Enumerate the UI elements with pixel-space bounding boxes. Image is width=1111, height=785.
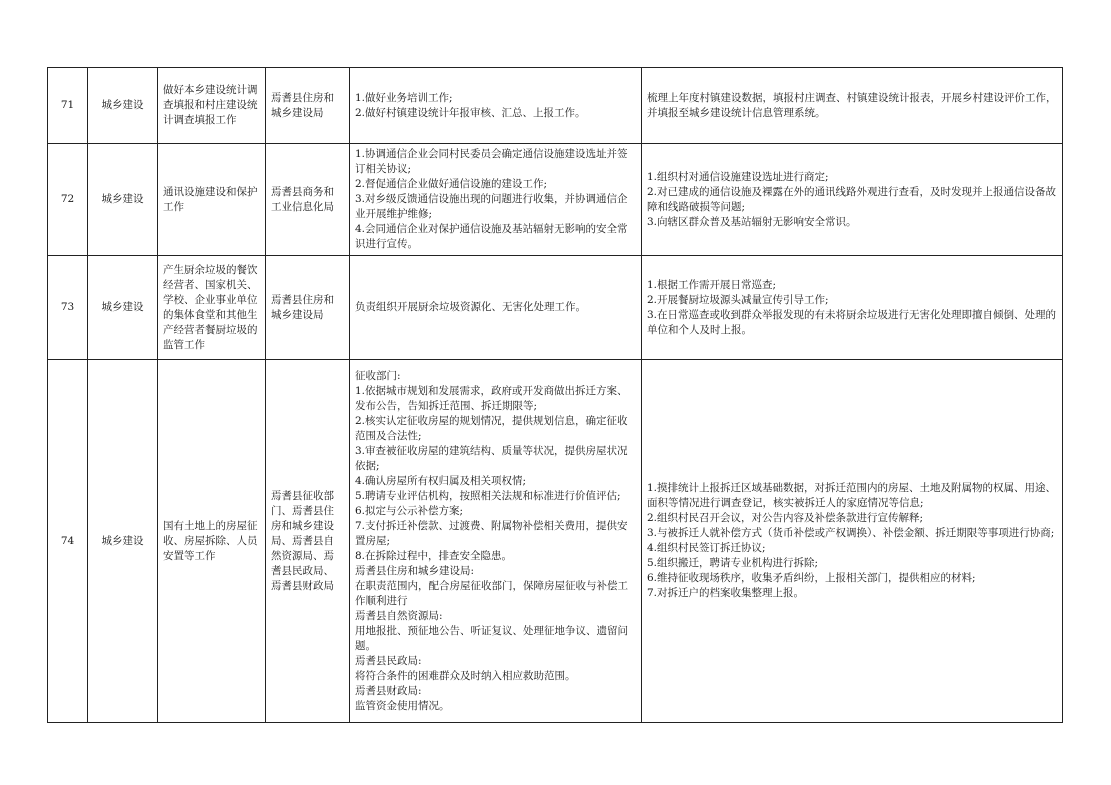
row-category: 城乡建设 — [88, 68, 158, 144]
row-department: 焉耆县住房和城乡建设局 — [266, 256, 350, 360]
duty-line: 将符合条件的困难群众及时纳入相应救助范围。 — [355, 669, 576, 682]
row-dept-duties — [350, 360, 642, 723]
duty-line: 1.根据工作需开展日常巡查; — [647, 278, 777, 291]
row-item: 产生厨余垃圾的餐饮经营者、国家机关、学校、企业事业单位的集体食堂和其他生产经营者餐厨垃圾的监管工作 — [158, 256, 266, 360]
duty-line: 5.组织搬迁，聘请专业机构进行拆除; — [647, 557, 819, 569]
row-department: 焉耆县征收部门、焉耆县住房和城乡建设局、焉耆县自然资源局、焉耆县民政局、焉耆县财政局 — [266, 360, 350, 723]
duty-line: 3.向辖区群众普及基站辐射无影响安全常识。 — [647, 215, 857, 228]
duty-line: 用地报批、预征地公告、听证复议、处理征地争议、遗留问题。 — [355, 624, 628, 652]
duty-line: 征收部门: — [355, 369, 401, 382]
responsibility-table — [47, 67, 1063, 723]
duty-line: 5.聘请专业评估机构，按照相关法规和标准进行价值评估; — [355, 489, 621, 502]
duty-line: 在职责范围内，配合房屋征收部门，保障房屋征收与补偿工作顺利进行 — [355, 579, 628, 607]
table-row — [48, 68, 1063, 144]
row-item: 做好本乡建设统计调查填报和村庄建设统计调查填报工作 — [158, 68, 266, 144]
table-row — [48, 360, 1063, 723]
duty-line: 6.拟定与公示补偿方案; — [355, 504, 464, 517]
duty-line: 焉耆县自然资源局: — [355, 609, 443, 622]
row-number: 74 — [48, 360, 88, 723]
duty-line: 负责组织开展厨余垃圾资源化、无害化处理工作。 — [355, 301, 586, 313]
row-item: 国有土地上的房屋征收、房屋拆除、人员安置等工作 — [158, 360, 266, 723]
row-dept-duties — [350, 144, 642, 256]
duty-line: 7.对拆迁户的档案收集整理上报。 — [647, 587, 805, 599]
row-category: 城乡建设 — [88, 360, 158, 723]
table-row — [48, 256, 1063, 360]
row-category: 城乡建设 — [88, 256, 158, 360]
row-number: 73 — [48, 256, 88, 360]
duty-line: 2.做好村镇建设统计年报审核、汇总、上报工作。 — [355, 106, 586, 119]
duty-line: 2.组织村民召开会议，对公告内容及补偿条款进行宣传解释; — [647, 512, 924, 524]
duty-line: 4.组织村民签订拆迁协议; — [647, 542, 766, 554]
duty-line: 8.在拆除过程中，排查安全隐患。 — [355, 549, 513, 562]
duty-line: 监管资金使用情况。 — [355, 699, 450, 712]
duty-line: 3.与被拆迁人就补偿方式（货币补偿或产权调换）、补偿金额、拆迁期限等事项进行协商; — [647, 527, 1055, 539]
duty-line: 1.依据城市规划和发展需求，政府或开发商做出拆迁方案、发布公告，告知拆迁范围、拆迁期限等; — [355, 384, 628, 412]
row-number: 72 — [48, 144, 88, 256]
duty-line: 2.对已建成的通信设施及裸露在外的通讯线路外观进行查看，及时发现并上报通信设备故障和线路破损等问题; — [647, 185, 1057, 213]
table-body — [48, 68, 1063, 723]
duty-line: 焉耆县民政局: — [355, 654, 422, 667]
duty-line: 1.组织村对通信设施建设选址进行商定; — [647, 170, 829, 183]
duty-line: 4.确认房屋所有权归属及相关项权情; — [355, 474, 527, 487]
row-dept-duties — [350, 256, 642, 360]
row-town-duties — [642, 144, 1063, 256]
duty-line: 1.做好业务培训工作; — [355, 91, 453, 104]
duty-line: 2.督促通信企业做好通信设施的建设工作; — [355, 178, 548, 190]
duty-line: 焉耆县财政局: — [355, 684, 422, 697]
row-number: 71 — [48, 68, 88, 144]
duty-line: 6.维持征收现场秩序，收集矛盾纠纷，上报相关部门，提供相应的材料; — [647, 572, 976, 584]
duty-line: 2.核实认定征收房屋的规划情况，提供规划信息，确定征收范围及合法性; — [355, 414, 628, 442]
row-item: 通讯设施建设和保护工作 — [158, 144, 266, 256]
table-row — [48, 144, 1063, 256]
duty-line: 梳理上年度村镇建设数据，填报村庄调查、村镇建设统计报表，开展乡村建设评价工作，并填报至城乡建设统计信息管理系统。 — [647, 91, 1057, 119]
row-dept-duties — [350, 68, 642, 144]
duty-line: 3.审查被征收房屋的建筑结构、质量等状况，提供房屋状况依据; — [355, 444, 628, 472]
duty-line: 2.开展餐厨垃圾源头减量宣传引导工作; — [647, 293, 829, 306]
row-town-duties — [642, 360, 1063, 723]
duty-line: 1.协调通信企业会同村民委员会确定通信设施建设选址并签订相关协议; — [355, 148, 628, 175]
duty-line: 4.会同通信企业对保护通信设施及基站辐射无影响的安全常识进行宣传。 — [355, 223, 628, 250]
duty-line: 焉耆县住房和城乡建设局: — [355, 564, 475, 577]
duty-line: 7.支付拆迁补偿款、过渡费、附属物补偿相关费用，提供安置房屋; — [355, 519, 628, 547]
row-category: 城乡建设 — [88, 144, 158, 256]
row-department: 焉耆县住房和城乡建设局 — [266, 68, 350, 144]
row-town-duties — [642, 256, 1063, 360]
duty-line: 3.对乡级反馈通信设施出现的问题进行收集，并协调通信企业开展维护维修; — [355, 193, 628, 220]
row-department: 焉耆县商务和工业信息化局 — [266, 144, 350, 256]
duty-line: 1.摸排统计上报拆迁区域基础数据，对拆迁范围内的房屋、土地及附属物的权属、用途、面积等情况进行调查登记，核实被拆迁人的家庭情况等信息; — [647, 482, 1057, 509]
duty-line: 3.在日常巡查或收到群众举报发现的有未将厨余垃圾进行无害化处理即擅自倾倒、处理的单位和个人及时上报。 — [647, 308, 1057, 336]
row-town-duties — [642, 68, 1063, 144]
